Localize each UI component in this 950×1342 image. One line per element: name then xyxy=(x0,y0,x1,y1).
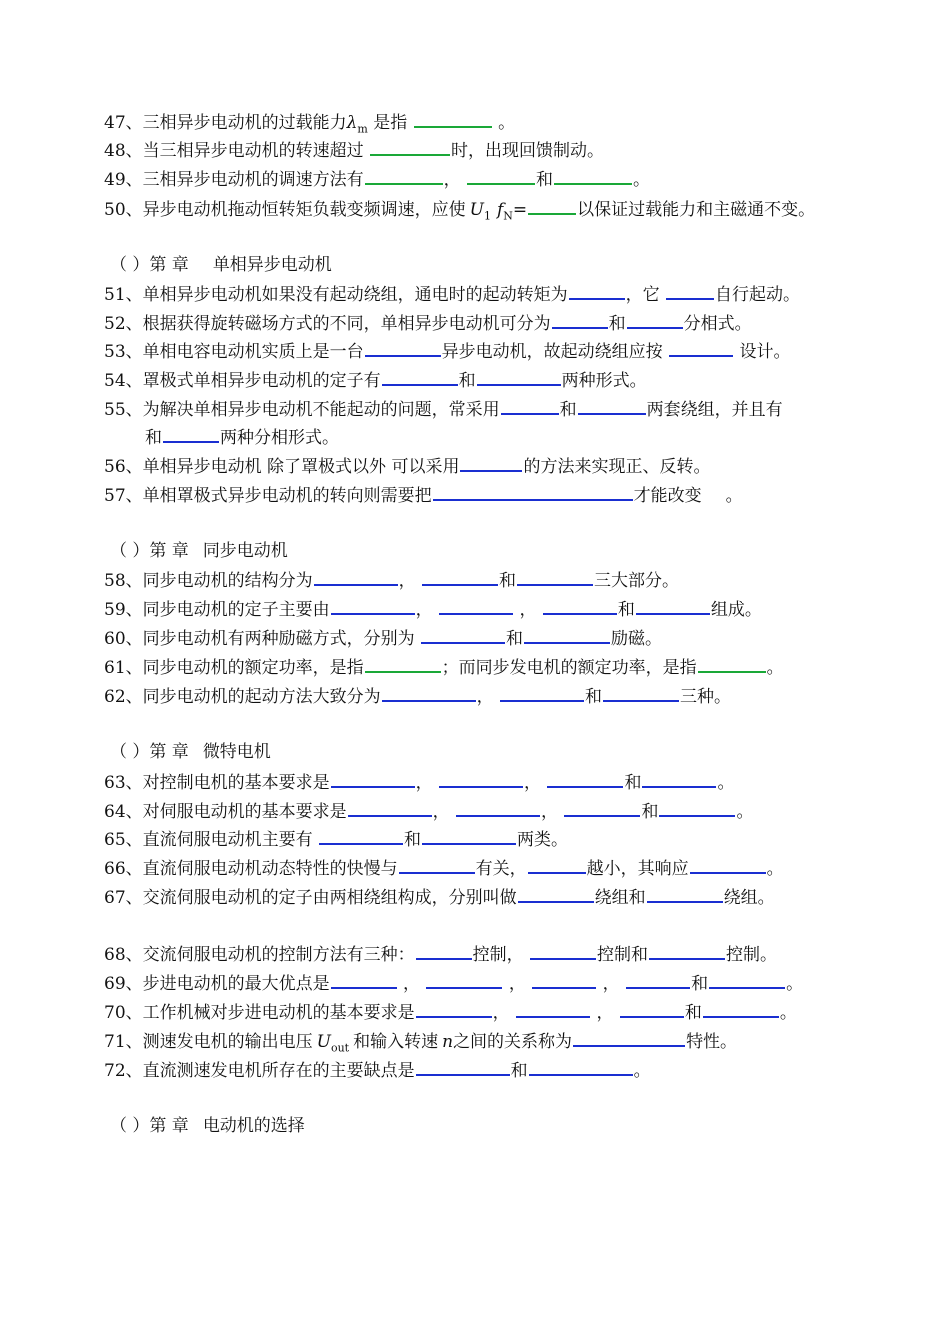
question-69: 69、步进电动机的最大优点是 ， ， ， 和 。 xyxy=(104,971,803,995)
question-59: 59、同步电动机的定子主要由 ， ， 和 组成。 xyxy=(104,597,762,621)
question-67: 67、交流伺服电动机的定子由两相绕组构成，分别叫做 绕组和 绕组。 xyxy=(104,885,775,909)
answer-blank[interactable] xyxy=(416,942,472,960)
answer-blank[interactable] xyxy=(331,971,397,989)
answer-blank[interactable] xyxy=(532,971,596,989)
question-58: 58、同步电动机的结构分为 ， 和 三大部分。 xyxy=(104,568,679,592)
answer-blank[interactable] xyxy=(517,568,593,586)
answer-blank[interactable] xyxy=(698,655,766,673)
answer-blank[interactable] xyxy=(564,799,640,817)
answer-blank[interactable] xyxy=(552,311,608,329)
chapter-heading-synchronous: （ ）第 章 同步电动机 xyxy=(110,541,288,561)
answer-blank[interactable] xyxy=(331,770,415,788)
answer-blank[interactable] xyxy=(528,197,576,215)
question-57: 57、单相罩极式异步电动机的转向则需要把 才能改变 。 xyxy=(104,483,743,507)
question-60: 60、同步电动机有两种励磁方式，分别为 和 励磁。 xyxy=(104,626,662,650)
answer-blank[interactable] xyxy=(501,397,559,415)
answer-blank[interactable] xyxy=(620,1000,684,1018)
question-49: 49、三相异步电动机的调速方法有 ， 和 。 xyxy=(104,167,650,191)
answer-blank[interactable] xyxy=(530,942,596,960)
answer-blank[interactable] xyxy=(416,1000,492,1018)
question-72: 72、直流测速发电机所存在的主要缺点是 和 。 xyxy=(104,1058,651,1082)
answer-blank[interactable] xyxy=(627,311,683,329)
question-52: 52、根据获得旋转磁场方式的不同，单相异步电动机可分为 和 分相式。 xyxy=(104,311,752,335)
question-55-continuation: 和 两种分相形式。 xyxy=(145,425,339,449)
answer-blank[interactable] xyxy=(636,597,710,615)
answer-blank[interactable] xyxy=(382,368,458,386)
answer-blank[interactable] xyxy=(467,167,535,185)
question-56: 56、单相异步电动机 除了罩极式以外 可以采用 的方法来实现正、反转。 xyxy=(104,454,710,478)
answer-blank[interactable] xyxy=(518,885,594,903)
answer-blank[interactable] xyxy=(422,827,516,845)
answer-blank[interactable] xyxy=(163,425,219,443)
answer-blank[interactable] xyxy=(543,597,617,615)
answer-blank[interactable] xyxy=(659,799,735,817)
answer-blank[interactable] xyxy=(524,626,610,644)
question-61: 61、同步电动机的额定功率，是指 ；而同步发电机的额定功率，是指 。 xyxy=(104,655,784,679)
answer-blank[interactable] xyxy=(649,942,725,960)
question-54: 54、罩极式单相异步电动机的定子有 和 两种形式。 xyxy=(104,368,647,392)
answer-blank[interactable] xyxy=(554,167,632,185)
question-48: 48、当三相异步电动机的转速超过 时，出现回馈制动。 xyxy=(104,138,604,162)
answer-blank[interactable] xyxy=(516,1000,590,1018)
answer-blank[interactable] xyxy=(669,339,733,357)
question-62: 62、同步电动机的起动方法大致分为 ， 和 三种。 xyxy=(104,684,731,708)
chapter-heading-micro: （ ）第 章 微特电机 xyxy=(110,742,271,762)
answer-blank[interactable] xyxy=(365,339,441,357)
answer-blank[interactable] xyxy=(603,684,679,702)
chapter-heading-motor-selection: （ ）第 章 电动机的选择 xyxy=(110,1116,305,1136)
answer-blank[interactable] xyxy=(365,655,441,673)
answer-blank[interactable] xyxy=(348,799,432,817)
answer-blank[interactable] xyxy=(569,282,625,300)
answer-blank[interactable] xyxy=(709,971,785,989)
answer-blank[interactable] xyxy=(399,856,475,874)
answer-blank[interactable] xyxy=(433,483,633,501)
answer-blank[interactable] xyxy=(439,770,523,788)
question-50: 50、异步电动机拖动恒转矩负载变频调速，应使 $U_1$ $f_N=$ 以保证过载能力和主磁通不变。 xyxy=(104,197,815,227)
answer-blank[interactable] xyxy=(573,1029,685,1047)
answer-blank[interactable] xyxy=(666,282,714,300)
answer-blank[interactable] xyxy=(529,1058,633,1076)
answer-blank[interactable] xyxy=(314,568,398,586)
answer-blank[interactable] xyxy=(528,856,586,874)
answer-blank[interactable] xyxy=(416,1058,510,1076)
answer-blank[interactable] xyxy=(382,684,476,702)
question-65: 65、直流伺服电动机主要有 和 两类。 xyxy=(104,827,568,851)
answer-blank[interactable] xyxy=(421,626,505,644)
answer-blank[interactable] xyxy=(547,770,623,788)
question-53: 53、单相电容电动机实质上是一台 异步电动机，故起动绕组应按 设计。 xyxy=(104,339,790,363)
answer-blank[interactable] xyxy=(690,856,766,874)
question-64: 64、对伺服电动机的基本要求是 ， ， 和 。 xyxy=(104,799,753,823)
answer-blank[interactable] xyxy=(500,684,584,702)
question-66: 66、直流伺服电动机动态特性的快慢与 有关， 越小，其响应 。 xyxy=(104,856,784,880)
question-47: 47、三相异步电动机的过载能力$\lambda_m$ 是指 。 xyxy=(104,110,515,140)
answer-blank[interactable] xyxy=(578,397,646,415)
answer-blank[interactable] xyxy=(331,597,415,615)
answer-blank[interactable] xyxy=(365,167,443,185)
answer-blank[interactable] xyxy=(477,368,561,386)
question-68: 68、交流伺服电动机的控制方法有三种： 控制， 控制和 控制。 xyxy=(104,942,777,966)
question-63: 63、对控制电机的基本要求是 ， ， 和 。 xyxy=(104,770,734,794)
answer-blank[interactable] xyxy=(460,454,522,472)
answer-blank[interactable] xyxy=(642,770,716,788)
question-55: 55、为解决单相异步电动机不能起动的问题，常采用 和 两套绕组，并且有 xyxy=(104,397,783,421)
chapter-heading-single-phase: （ ）第 章 单相异步电动机 xyxy=(110,255,332,275)
answer-blank[interactable] xyxy=(370,138,450,156)
lambda-symbol: λ xyxy=(346,113,358,133)
answer-blank[interactable] xyxy=(439,597,513,615)
answer-blank[interactable] xyxy=(456,799,540,817)
question-71: 71、测速发电机的输出电压 $U_{out}$ 和输入转速 n之间的关系称为 特性。 xyxy=(104,1029,737,1059)
answer-blank[interactable] xyxy=(422,568,498,586)
answer-blank[interactable] xyxy=(319,827,403,845)
answer-blank[interactable] xyxy=(626,971,690,989)
answer-blank[interactable] xyxy=(647,885,723,903)
question-70: 70、工作机械对步进电动机的基本要求是 ， ， 和 。 xyxy=(104,1000,797,1024)
answer-blank[interactable] xyxy=(414,110,492,128)
question-51: 51、单相异步电动机如果没有起动绕组，通电时的起动转矩为 ，它 自行起动。 xyxy=(104,282,800,306)
answer-blank[interactable] xyxy=(703,1000,779,1018)
answer-blank[interactable] xyxy=(426,971,502,989)
